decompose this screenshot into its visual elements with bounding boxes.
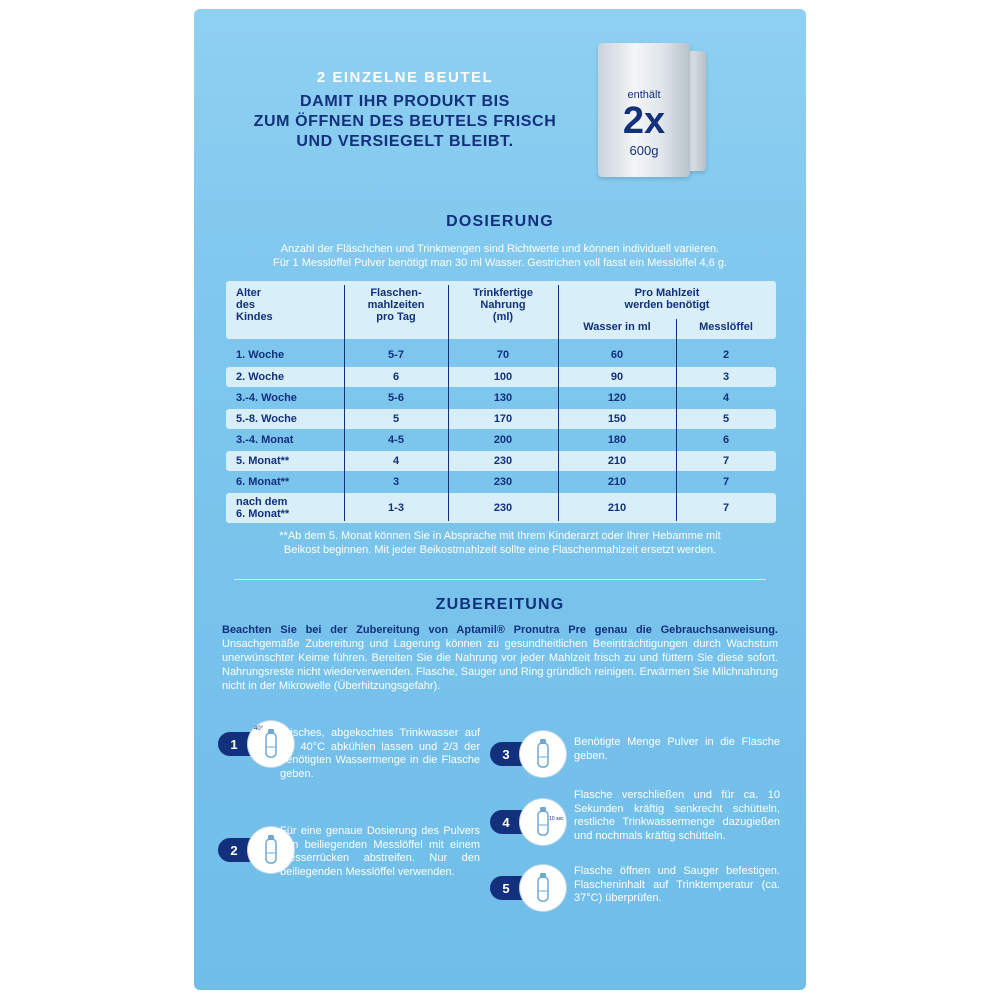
- cell-spoons: 7: [722, 502, 730, 514]
- header-ready-line: Trinkfertige: [473, 287, 533, 299]
- cell-age: 5. Monat**: [236, 455, 290, 467]
- step-text: Flasche verschließen und für ca. 10 Sekunden kräftig senkrecht schütteln, restliche Trinkwassermenge dazugießen und nochmals kräftig schütteln.: [574, 789, 780, 842]
- table-row: [226, 409, 776, 429]
- cell-ready: 70: [496, 349, 510, 361]
- table-column-divider: [344, 285, 345, 521]
- section-divider: [234, 579, 766, 580]
- step-number: 1: [222, 732, 246, 756]
- table-column-divider: [676, 319, 677, 521]
- header-ready-line: (ml): [492, 311, 514, 323]
- cell-water: 210: [607, 502, 627, 514]
- dosage-intro-line: Für 1 Messlöffel Pulver benötigt man 30 ml Wasser. Gestrichen voll fasst ein Messlöffel 4,6 g.: [272, 257, 728, 269]
- table-row: [226, 345, 776, 365]
- header-age: [236, 281, 346, 345]
- cell-water: 60: [610, 349, 624, 361]
- cell-spoons: 2: [722, 349, 730, 361]
- table-column-divider: [448, 285, 449, 521]
- step-text: Frisches, abgekochtes Trinkwasser auf ca. 40°C abkühlen lassen und 2/3 der benötigten Wassermenge in die Flasche geben.: [280, 727, 480, 780]
- cell-meals: 5-6: [388, 392, 404, 404]
- cell-water: 150: [607, 413, 627, 425]
- step-number: 4: [494, 810, 518, 834]
- hero-block: [220, 69, 590, 152]
- bags-illustration: [592, 39, 752, 189]
- cell-meals: 3: [392, 476, 400, 488]
- header-age-line: des: [236, 299, 255, 311]
- table-row: [226, 430, 776, 450]
- header-per-meal: [558, 281, 776, 311]
- dosage-intro: [210, 242, 790, 270]
- cell-water: 210: [607, 476, 627, 488]
- step-number: 2: [222, 838, 246, 862]
- header-ready: [448, 281, 558, 323]
- step-text: Flasche öffnen und Sauger befestigen. Flascheninhalt auf Trinktemperatur (ca. 37°C) überprüfen.: [574, 865, 780, 904]
- header-ready-line: Nahrung: [480, 299, 526, 311]
- cell-meals: 4-5: [388, 434, 404, 446]
- hero-subtitle-line: DAMIT IHR PRODUKT BIS: [300, 93, 510, 110]
- header-water: Wasser in ml: [583, 321, 651, 333]
- cell-ready: 230: [493, 476, 513, 488]
- cell-ready: 100: [493, 371, 513, 383]
- header-meals-line: pro Tag: [376, 311, 416, 323]
- table-header-row: [226, 281, 776, 339]
- hero-subtitle-line: ZUM ÖFFNEN DES BEUTELS FRISCH: [253, 113, 557, 130]
- table-row: [226, 451, 776, 471]
- temperature-label: 40°: [254, 726, 264, 732]
- cell-spoons: 5: [722, 413, 730, 425]
- dosage-footnote: [210, 529, 790, 557]
- hero-title: 2 EINZELNE BEUTEL: [316, 69, 494, 86]
- prep-lead: [222, 623, 778, 693]
- table-row: [226, 367, 776, 387]
- footnote-line: Beikost beginnen. Mit jeder Beikostmahlzeit sollte eine Flaschenmahlzeit ersetzt werden.: [283, 544, 717, 556]
- table-row: [226, 493, 776, 523]
- header-meals-line: mahlzeiten: [367, 299, 425, 311]
- cell-meals: 5-7: [388, 349, 404, 361]
- seconds-label: 10 sec: [549, 816, 564, 822]
- cell-spoons: 7: [722, 455, 730, 467]
- bag-weight-label: 600g: [629, 143, 659, 158]
- shake-bottle-icon: [520, 799, 566, 845]
- cell-water: 120: [607, 392, 627, 404]
- cell-age: 3.-4. Woche: [236, 392, 297, 404]
- bag-front-image: [598, 43, 690, 177]
- table-row: [226, 388, 776, 408]
- cell-water: 180: [607, 434, 627, 446]
- hero-subtitle-line: UND VERSIEGELT BLEIBT.: [296, 133, 514, 150]
- cell-spoons: 7: [722, 476, 730, 488]
- header-age-line: Alter: [236, 287, 262, 299]
- cell-meals: 6: [392, 371, 400, 383]
- cell-age: 1. Woche: [236, 349, 285, 361]
- cell-ready: 230: [493, 455, 513, 467]
- cell-age: 3.-4. Monat: [236, 434, 294, 446]
- cell-ready: 130: [493, 392, 513, 404]
- cell-age: 2. Woche: [236, 371, 285, 383]
- header-per-meal-line: werden benötigt: [624, 299, 710, 311]
- bag-contains-label: enthält: [627, 89, 661, 101]
- step-text: Benötigte Menge Pulver in die Flasche geben.: [574, 736, 780, 762]
- header-per-meal-line: Pro Mahlzeit: [634, 287, 700, 299]
- cell-spoons: 4: [722, 392, 730, 404]
- powder-bottle-icon: [520, 731, 566, 777]
- cell-ready: 170: [493, 413, 513, 425]
- table-column-divider: [558, 285, 559, 521]
- cell-meals: 5: [392, 413, 400, 425]
- cell-meals: 1-3: [388, 502, 404, 514]
- prep-lead-bold: Beachten Sie bei der Zubereitung von Aptamil® Pronutra Pre genau die Gebrauchsanweisung.: [222, 624, 778, 636]
- header-age-line: Kindes: [236, 311, 273, 323]
- cell-meals: 4: [392, 455, 400, 467]
- header-spoons: Messlöffel: [699, 321, 753, 333]
- wrist-test-icon: [520, 865, 566, 911]
- footnote-line: **Ab dem 5. Monat können Sie in Absprache mit Ihrem Kinderarzt oder Ihrer Hebamme mit: [279, 530, 721, 542]
- prep-lead-text: Unsachgemäße Zubereitung und Lagerung können zu gesundheitlichen Beeinträchtigungen durch Wachstum unerwünschter Keime führen. Bereiten Sie die Nahrung vor jeder Mahlzeit frisch zu und füttern Sie diese sofort. Nahrungsreste nicht wiederverwenden. Flasche, Sauger und Ring gründlich reinigen. Erwärmen Sie Milchnahrung nicht in der Mikrowelle (Überhitzungsgefahr).: [222, 638, 778, 692]
- cell-water: 90: [610, 371, 624, 383]
- table-row: [226, 472, 776, 492]
- dosage-intro-line: Anzahl der Fläschchen und Trinkmengen sind Richtwerte und können individuell variieren.: [280, 243, 720, 255]
- cell-age: nach dem 6. Monat**: [236, 496, 290, 520]
- step-number: 3: [494, 742, 518, 766]
- step-number: 5: [494, 876, 518, 900]
- dosage-title: DOSIERUNG: [446, 213, 554, 230]
- step-text: Für eine genaue Dosierung des Pulvers den beiliegenden Messlöffel mit einem Messerrücken abstreifen. Nur den beiliegenden Messlöffel verwenden.: [280, 825, 480, 878]
- header-meals-line: Flaschen-: [370, 287, 422, 299]
- cell-spoons: 6: [722, 434, 730, 446]
- prep-title: ZUBEREITUNG: [435, 596, 565, 613]
- header-meals: [344, 281, 448, 323]
- cell-age: 5.-8. Woche: [236, 413, 297, 425]
- package-panel: [194, 9, 806, 990]
- cell-ready: 230: [493, 502, 513, 514]
- bag-count-label: 2x: [622, 100, 666, 142]
- cell-spoons: 3: [722, 371, 730, 383]
- cell-age: 6. Monat**: [236, 476, 290, 488]
- cell-water: 210: [607, 455, 627, 467]
- cell-ready: 200: [493, 434, 513, 446]
